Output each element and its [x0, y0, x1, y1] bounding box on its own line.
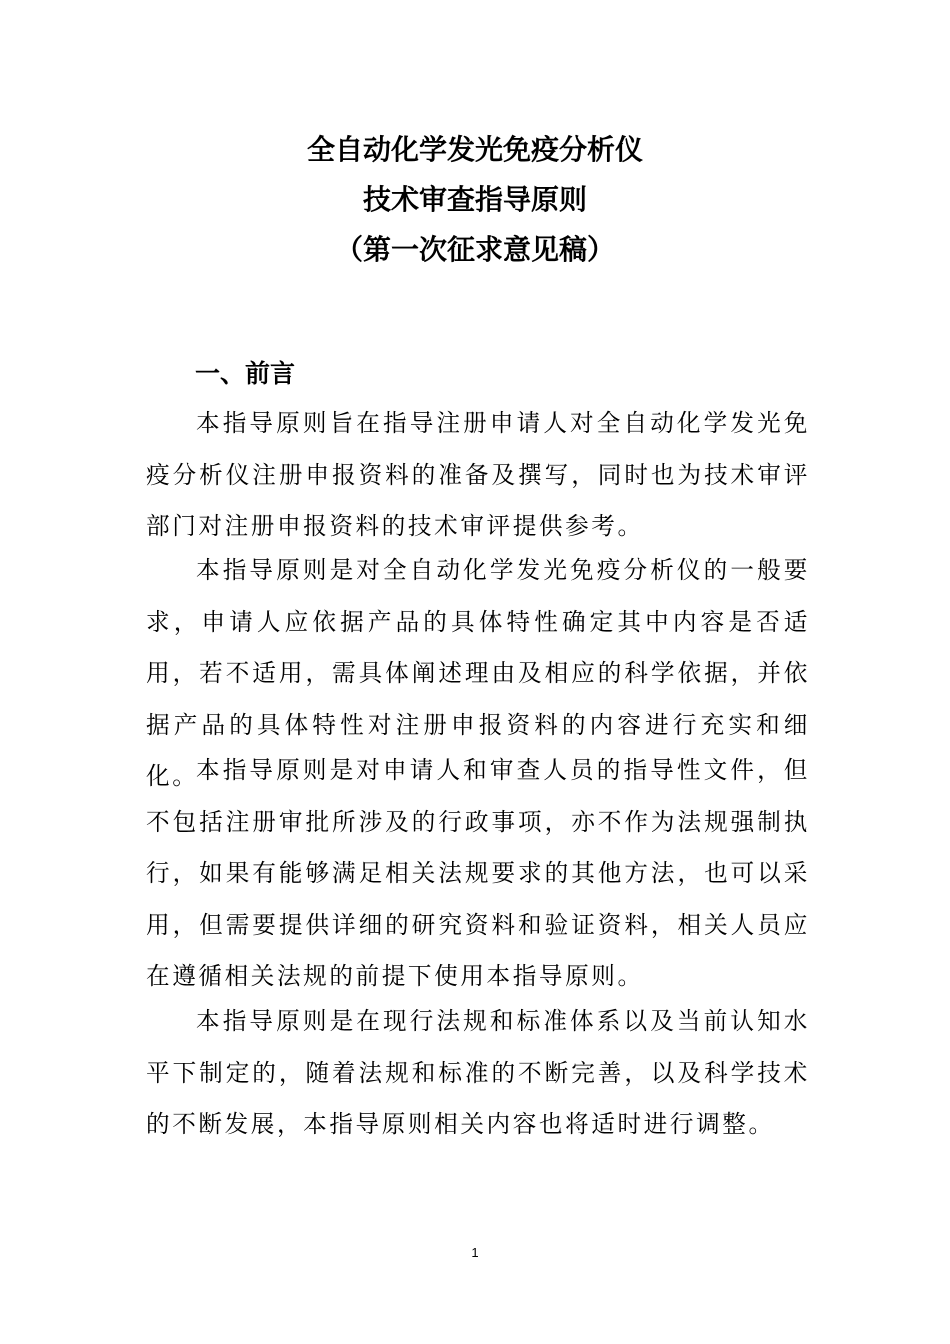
document-title-line-2: 技术审查指导原则	[362, 183, 587, 216]
page-number: 1	[471, 1245, 479, 1260]
paragraph-revision: 本指导原则是在现行法规和标准体系以及当前认知水平下制定的，随着法规和标准的不断完善，以及科学技术的不断发展，本指导原则相关内容也将适时进行调整。	[146, 1007, 810, 1138]
document-subtitle: （第一次征求意见稿）	[334, 233, 615, 266]
paragraph-purpose: 本指导原则旨在指导注册申请人对全自动化学发光免疫分析仪注册申报资料的准备及撰写，同时也为技术审评部门对注册申报资料的技术审评提供参考。	[146, 409, 810, 540]
paragraph-scope: 本指导原则是对全自动化学发光免疫分析仪的一般要求，申请人应依据产品的具体特性确定其中内容是否适用，若不适用，需具体阐述理由及相应的科学依据，并依据产品的具体特性对注册申报资料的内容进行充实和细化。	[146, 556, 810, 790]
section-heading: 一、前言	[195, 359, 296, 388]
paragraph-guidance-nature: 本指导原则是对申请人和审查人员的指导性文件，但不包括注册审批所涉及的行政事项，亦不作为法规强制执行，如果有能够满足相关法规要求的其他方法，也可以采用，但需要提供详细的研究资料和验证资料，相关人员应在遵循相关法规的前提下使用本指导原则。	[146, 756, 810, 990]
document-title-line-1: 全自动化学发光免疫分析仪	[306, 133, 643, 166]
